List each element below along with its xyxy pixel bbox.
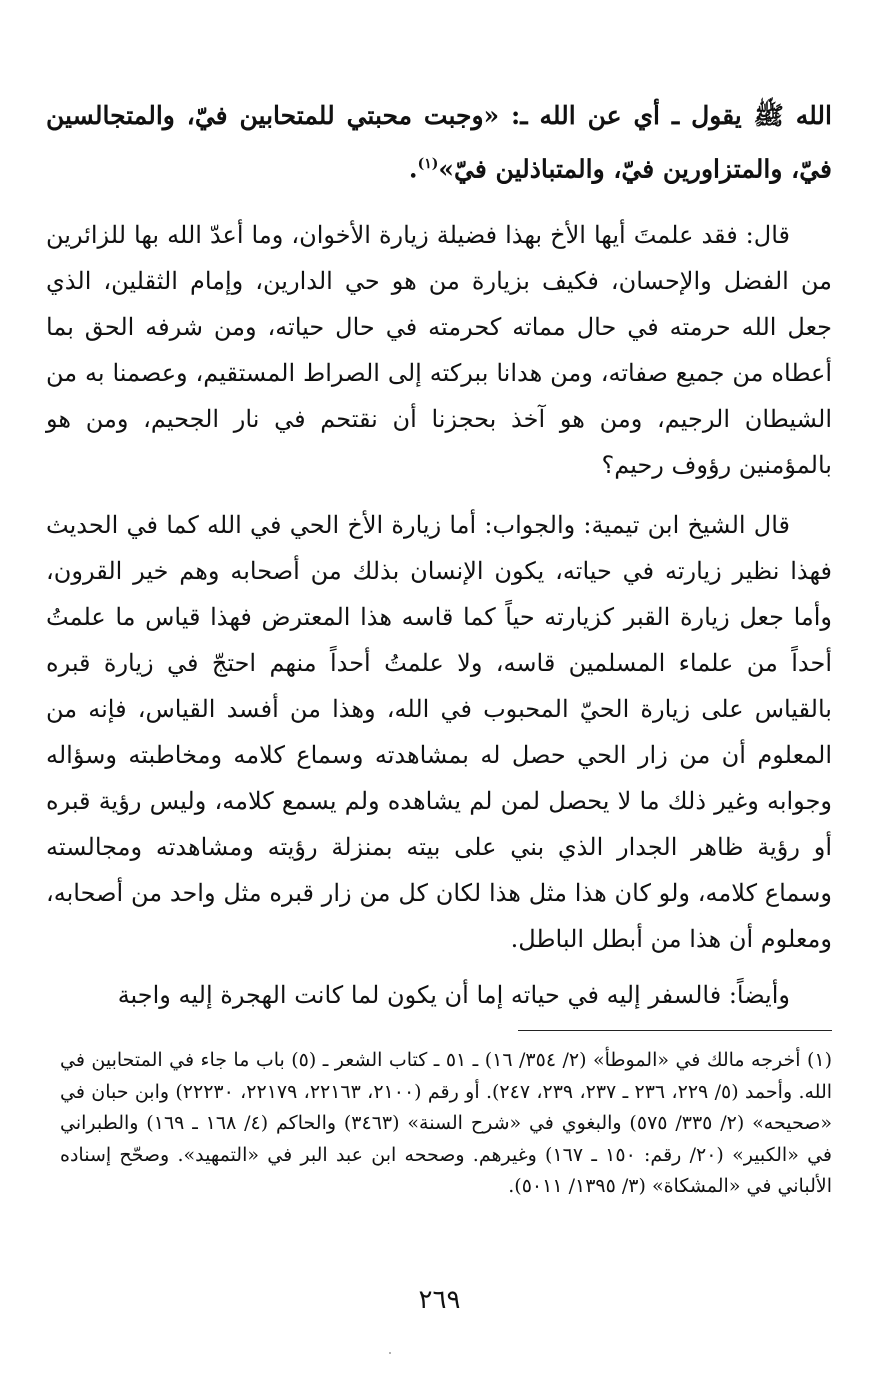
paragraph-2: قال الشيخ ابن تيمية: والجواب: أما زيارة الأخ الحي في الله كما في الحديث فهذا نظير زيارته في حياته، يكون الإنسان بذلك من أصحابه وهم خير القرون، وأما جعل زيارة القبر كزيارته حياً كما قاسه هذا المعترض فهذا قياس ما علمتُ أحداً من علماء المسلمين قاسه، ولا علمتُ أحداً منهم احتجّ في زيارة قبره بالقياس على زيارة الحيّ المحبوب في الله، وهذا من أفسد القياس، فإنه من المعلوم أن من زار الحي حصل له بمشاهدته وسماع كلامه ومخاطبته وسؤاله وجوابه وغير ذلك ما لا يحصل لمن لم يشاهده ولم يسمع كلامه، وليس رؤية قبره أو رؤية ظاهر الجدار الذي بني على بيته بمنزلة رؤيته ومشاهدته ومجالسته وسماع كلامه، ولو كان هذا مثل هذا لكان كل من زار قبره مثل واحد من أصحابه، ومعلوم أن هذا من أبطل الباطل. — [46, 511, 833, 953]
footnote-number: (١) — [806, 1049, 832, 1071]
paragraph-3: وأيضاً: فالسفر إليه في حياته إما أن يكون لما كانت الهجرة إليه واجبة — [117, 981, 790, 1009]
intro-hadith — [46, 92, 832, 193]
footnote-text: أخرجه مالك في «الموطأ» (٢/ ٣٥٤/ ١٦) ـ ٥١ ـ كتاب الشعر ـ (٥) باب ما جاء في المتحابين في الله. وأحمد (٥/ ٢٢٩، ٢٣٦ ـ ٢٣٧، ٢٣٩، ٢٤٧). أو رقم (٢١٠٠، ٢٢١٦٣، ٢٢١٧٩، ٢٢٢٣٠) وابن حبان في «صحيحه» (٢/ ٣٣٥/ ٥٧٥) والبغوي في «شرح السنة» (٣٤٦٣) والحاكم (٤/ ١٦٨ ـ ١٦٩) والطبراني في «الكبير» (٢٠/ رقم: ١٥٠ ـ ١٦٧) وغيرهم. وصححه ابن عبد البر في «التمهيد». وصحّح إسناده الألباني في «المشكاة» (٣/ ١٣٩٥/ ٥٠١١). — [60, 1049, 833, 1197]
scan-speck — [389, 1352, 391, 1354]
footnote-divider — [518, 1030, 832, 1031]
intro-end: . — [408, 154, 418, 184]
footnote — [60, 1045, 832, 1203]
paragraph-1: قال: فقد علمتَ أيها الأخ بهذا فضيلة زيارة الأخوان، وما أعدّ الله بها للزائرين من الفضل والإحسان، فكيف بزيارة من هو حي الدارين، وإمام الثقلين، الذي جعل الله حرمته في حال مماته كحرمته في حال حياته، ومن شرفه الحق بما أعطاه من جميع صفاته، ومن هدانا ببركته إلى الصراط المستقيم، وعصمنا به من الشيطان الرجيم، ومن هو آخذ بحجزنا أن نقتحم في نار الجحيم، ومن هو بالمؤمنين رؤوف رحيم؟ — [46, 221, 832, 479]
intro-text: الله ﷺ يقول ـ أي عن الله ـ: «وجبت محبتي للمتحابين فيّ، والمتجالسين فيّ، والمتزاورين فيّ، والمتباذلين فيّ» — [46, 101, 832, 184]
page-number: ٢٦٩ — [418, 1285, 461, 1315]
footnote-reference: (١) — [417, 156, 439, 172]
